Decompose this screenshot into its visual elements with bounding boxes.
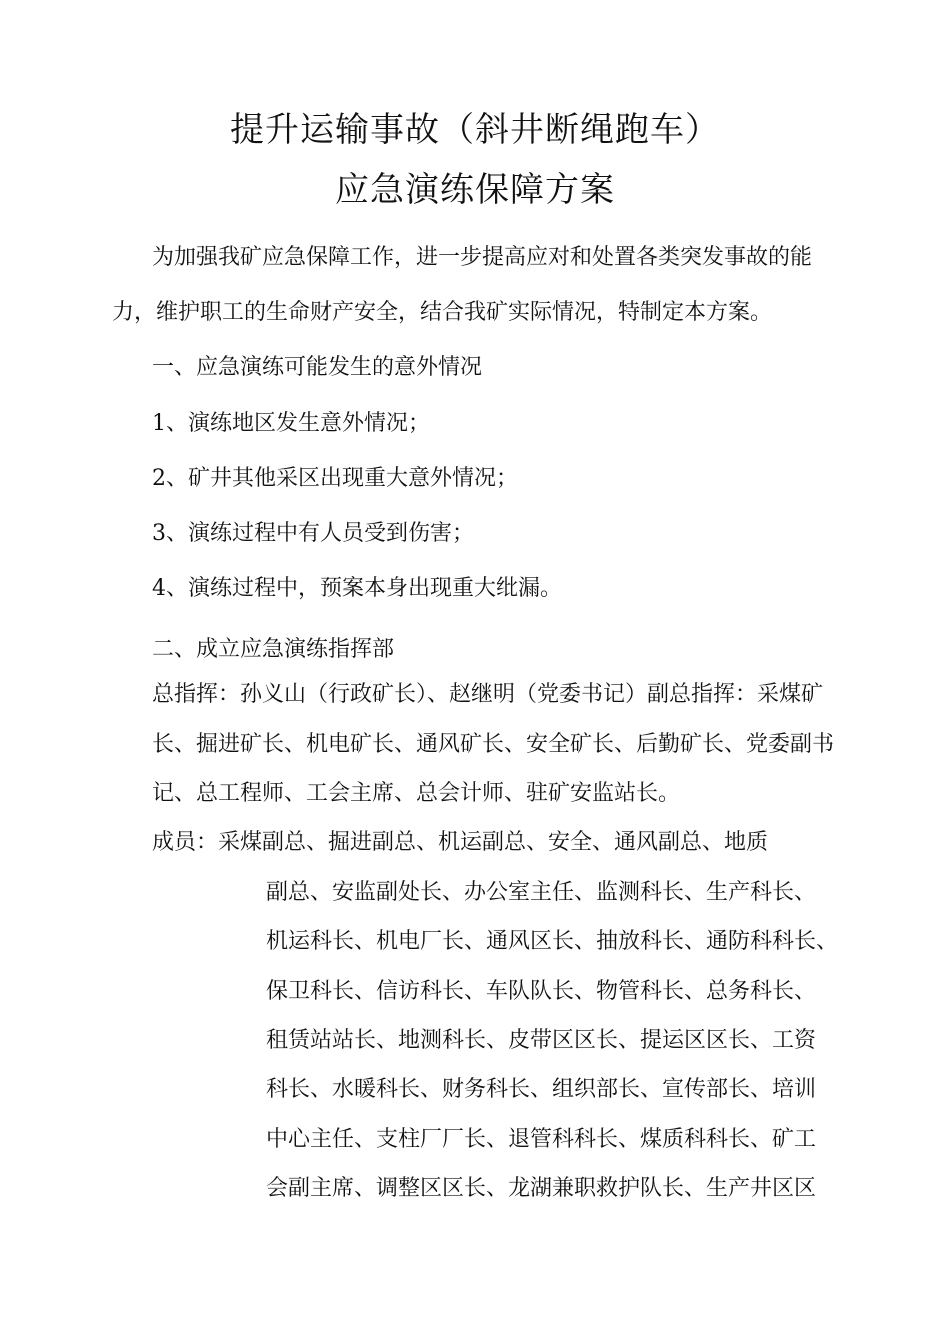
section-1-heading: 一、应急演练可能发生的意外情况	[152, 355, 483, 380]
document-title-line-1: 提升运输事故（斜井断绳跑车）	[230, 110, 720, 150]
members-line: 会副主席、调整区区长、龙湖兼职救护队长、生产井区区	[266, 1176, 817, 1201]
commander-line: 总指挥：孙义山（行政矿长）、赵继明（党委书记）副总指挥：采煤矿	[152, 682, 824, 707]
members-line: 保卫科长、信访科长、车队队长、物管科长、总务科长、	[266, 979, 817, 1004]
section-2-heading: 二、成立应急演练指挥部	[152, 637, 395, 662]
members-line: 副总、安监副处长、办公室主任、监测科长、生产科长、	[266, 880, 817, 905]
members-line: 机运科长、机电厂长、通风区长、抽放科长、通防科科长、	[266, 929, 839, 954]
intro-paragraph-line-2: 力，维护职工的生命财产安全，结合我矿实际情况，特制定本方案。	[112, 300, 773, 325]
intro-paragraph-line-1: 为加强我矿应急保障工作，进一步提高应对和处置各类突发事故的能	[152, 245, 813, 270]
members-line: 租赁站站长、地测科长、皮带区区长、提运区区长、工资	[266, 1028, 817, 1053]
section-1-item: 1、演练地区发生意外情况；	[152, 411, 430, 436]
section-1-item: 3、演练过程中有人员受到伤害；	[152, 521, 474, 546]
commander-line: 记、总工程师、工会主席、总会计师、驻矿安监站长。	[152, 781, 681, 806]
section-1-item: 4、演练过程中，预案本身出现重大纰漏。	[152, 576, 562, 601]
document-title-line-2: 应急演练保障方案	[335, 170, 615, 210]
section-1-item: 2、矿井其他采区出现重大意外情况；	[152, 466, 518, 491]
members-line: 科长、水暖科长、财务科长、组织部长、宣传部长、培训	[266, 1077, 817, 1102]
members-line: 中心主任、支柱厂厂长、退管科科长、煤质科科长、矿工	[266, 1127, 817, 1152]
members-label-line: 成员：采煤副总、掘进副总、机运副总、安全、通风副总、地质	[152, 830, 769, 855]
commander-line: 长、掘进矿长、机电矿长、通风矿长、安全矿长、后勤矿长、党委副书	[152, 732, 835, 757]
